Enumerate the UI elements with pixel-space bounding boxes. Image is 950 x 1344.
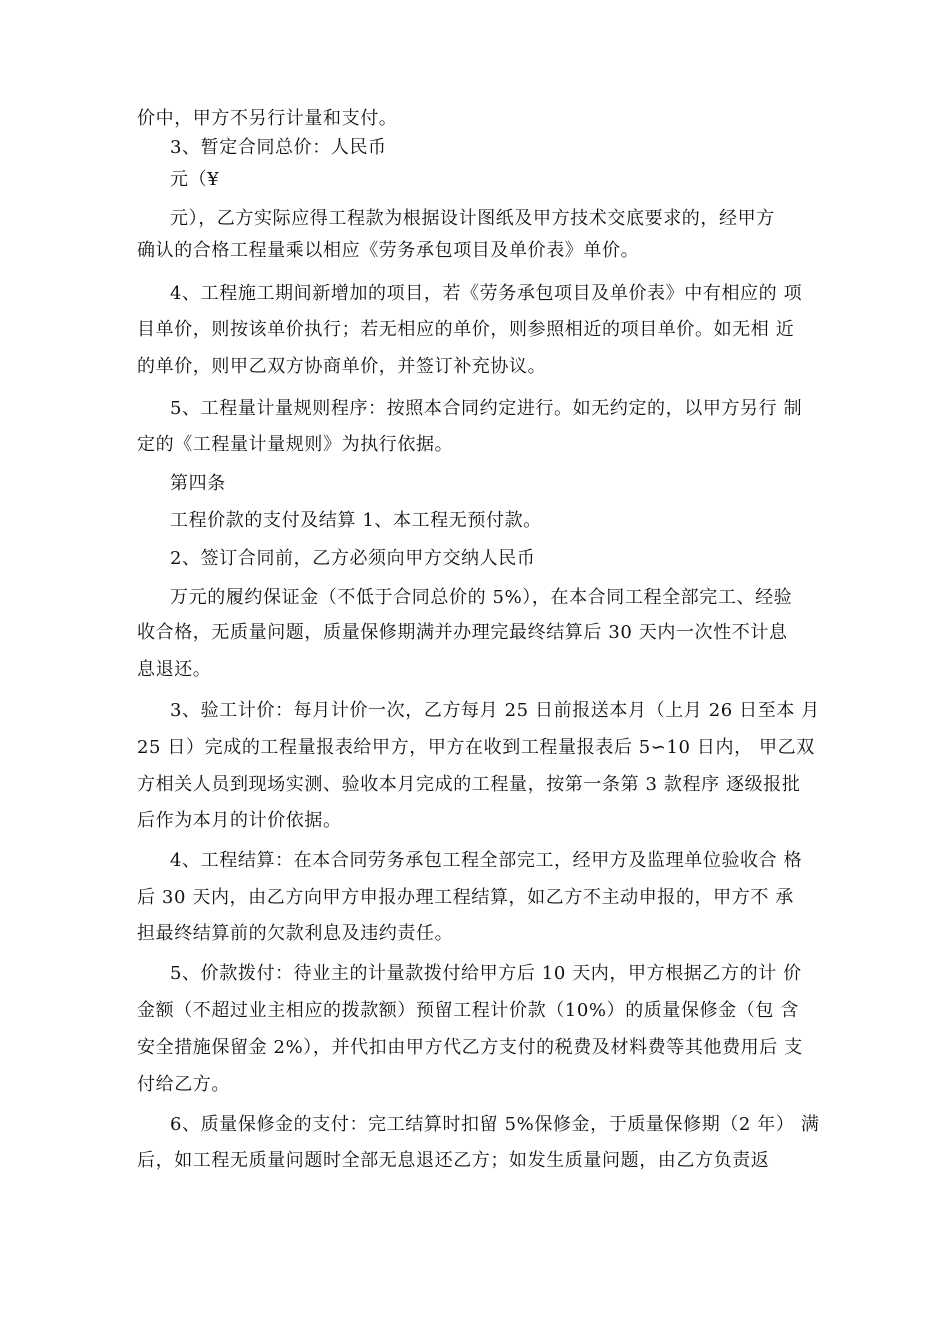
text-line: 万元的履约保证金（不低于合同总价的 5%），在本合同工程全部完工、经验 (170, 587, 793, 608)
text-line: 息退还。 (137, 659, 212, 680)
text-line: 担最终结算前的欠款利息及违约责任。 (137, 923, 454, 944)
text-line: 3、暂定合同总价：人民币 (170, 137, 387, 158)
text-line: 6、质量保修金的支付：完工结算时扣留 5%保修金，于质量保修期（2 年） 满 (170, 1114, 820, 1135)
text-line: 目单价，则按该单价执行；若无相应的单价，则参照相近的项目单价。如无相 近 (137, 319, 795, 340)
text-line: 定的《工程量计量规则》为执行依据。 (137, 434, 454, 455)
text-line: 元（¥ (170, 169, 220, 190)
text-line: 的单价，则甲乙双方协商单价，并签订补充协议。 (137, 356, 547, 377)
text-line: 4、工程结算：在本合同劳务承包工程全部完工，经甲方及监理单位验收合 格 (170, 850, 803, 871)
text-line: 工程价款的支付及结算 1、本工程无预付款。 (170, 510, 542, 531)
text-line: 收合格，无质量问题，质量保修期满并办理完最终结算后 30 天内一次性不计息 (137, 622, 788, 643)
text-line: 确认的合格工程量乘以相应《劳务承包项目及单价表》单价。 (137, 240, 640, 261)
text-line: 元），乙方实际应得工程款为根据设计图纸及甲方技术交底要求的，经甲方 (170, 208, 775, 229)
text-line: 金额（不超过业主相应的拨款额）预留工程计价款（10%）的质量保修金（包 含 (137, 1000, 799, 1021)
text-line: 后，如工程无质量问题时全部无息退还乙方；如发生质量问题，由乙方负责返 (137, 1150, 770, 1171)
text-line: 4、工程施工期间新增加的项目，若《劳务承包项目及单价表》中有相应的 项 (170, 283, 803, 304)
text-line: 方相关人员到现场实测、验收本月完成的工程量，按第一条第 3 款程序 逐级报批 (137, 774, 801, 795)
text-line: 安全措施保留金 2%），并代扣由甲方代乙方支付的税费及材料费等其他费用后 支 (137, 1037, 803, 1058)
text-line: 5、价款拨付：待业主的计量款拨付给甲方后 10 天内，甲方根据乙方的计 价 (170, 963, 802, 984)
text-line: 2、签订合同前，乙方必须向甲方交纳人民币 (170, 548, 536, 569)
text-line: 付给乙方。 (137, 1074, 230, 1095)
text-line: 3、验工计价：每月计价一次，乙方每月 25 日前报送本月（上月 26 日至本 月 (170, 700, 820, 721)
text-line: 价中，甲方不另行计量和支付。 (137, 108, 398, 129)
text-line: 25 日）完成的工程量报表给甲方，甲方在收到工程量报表后 5∽10 日内， 甲乙双 (137, 737, 815, 758)
text-line: 后 30 天内，由乙方向甲方申报办理工程结算，如乙方不主动申报的，甲方不 承 (137, 887, 794, 908)
text-line: 后作为本月的计价依据。 (137, 810, 342, 831)
section-heading: 第四条 (170, 473, 226, 494)
text-line: 5、工程量计量规则程序：按照本合同约定进行。如无约定的，以甲方另行 制 (170, 398, 803, 419)
